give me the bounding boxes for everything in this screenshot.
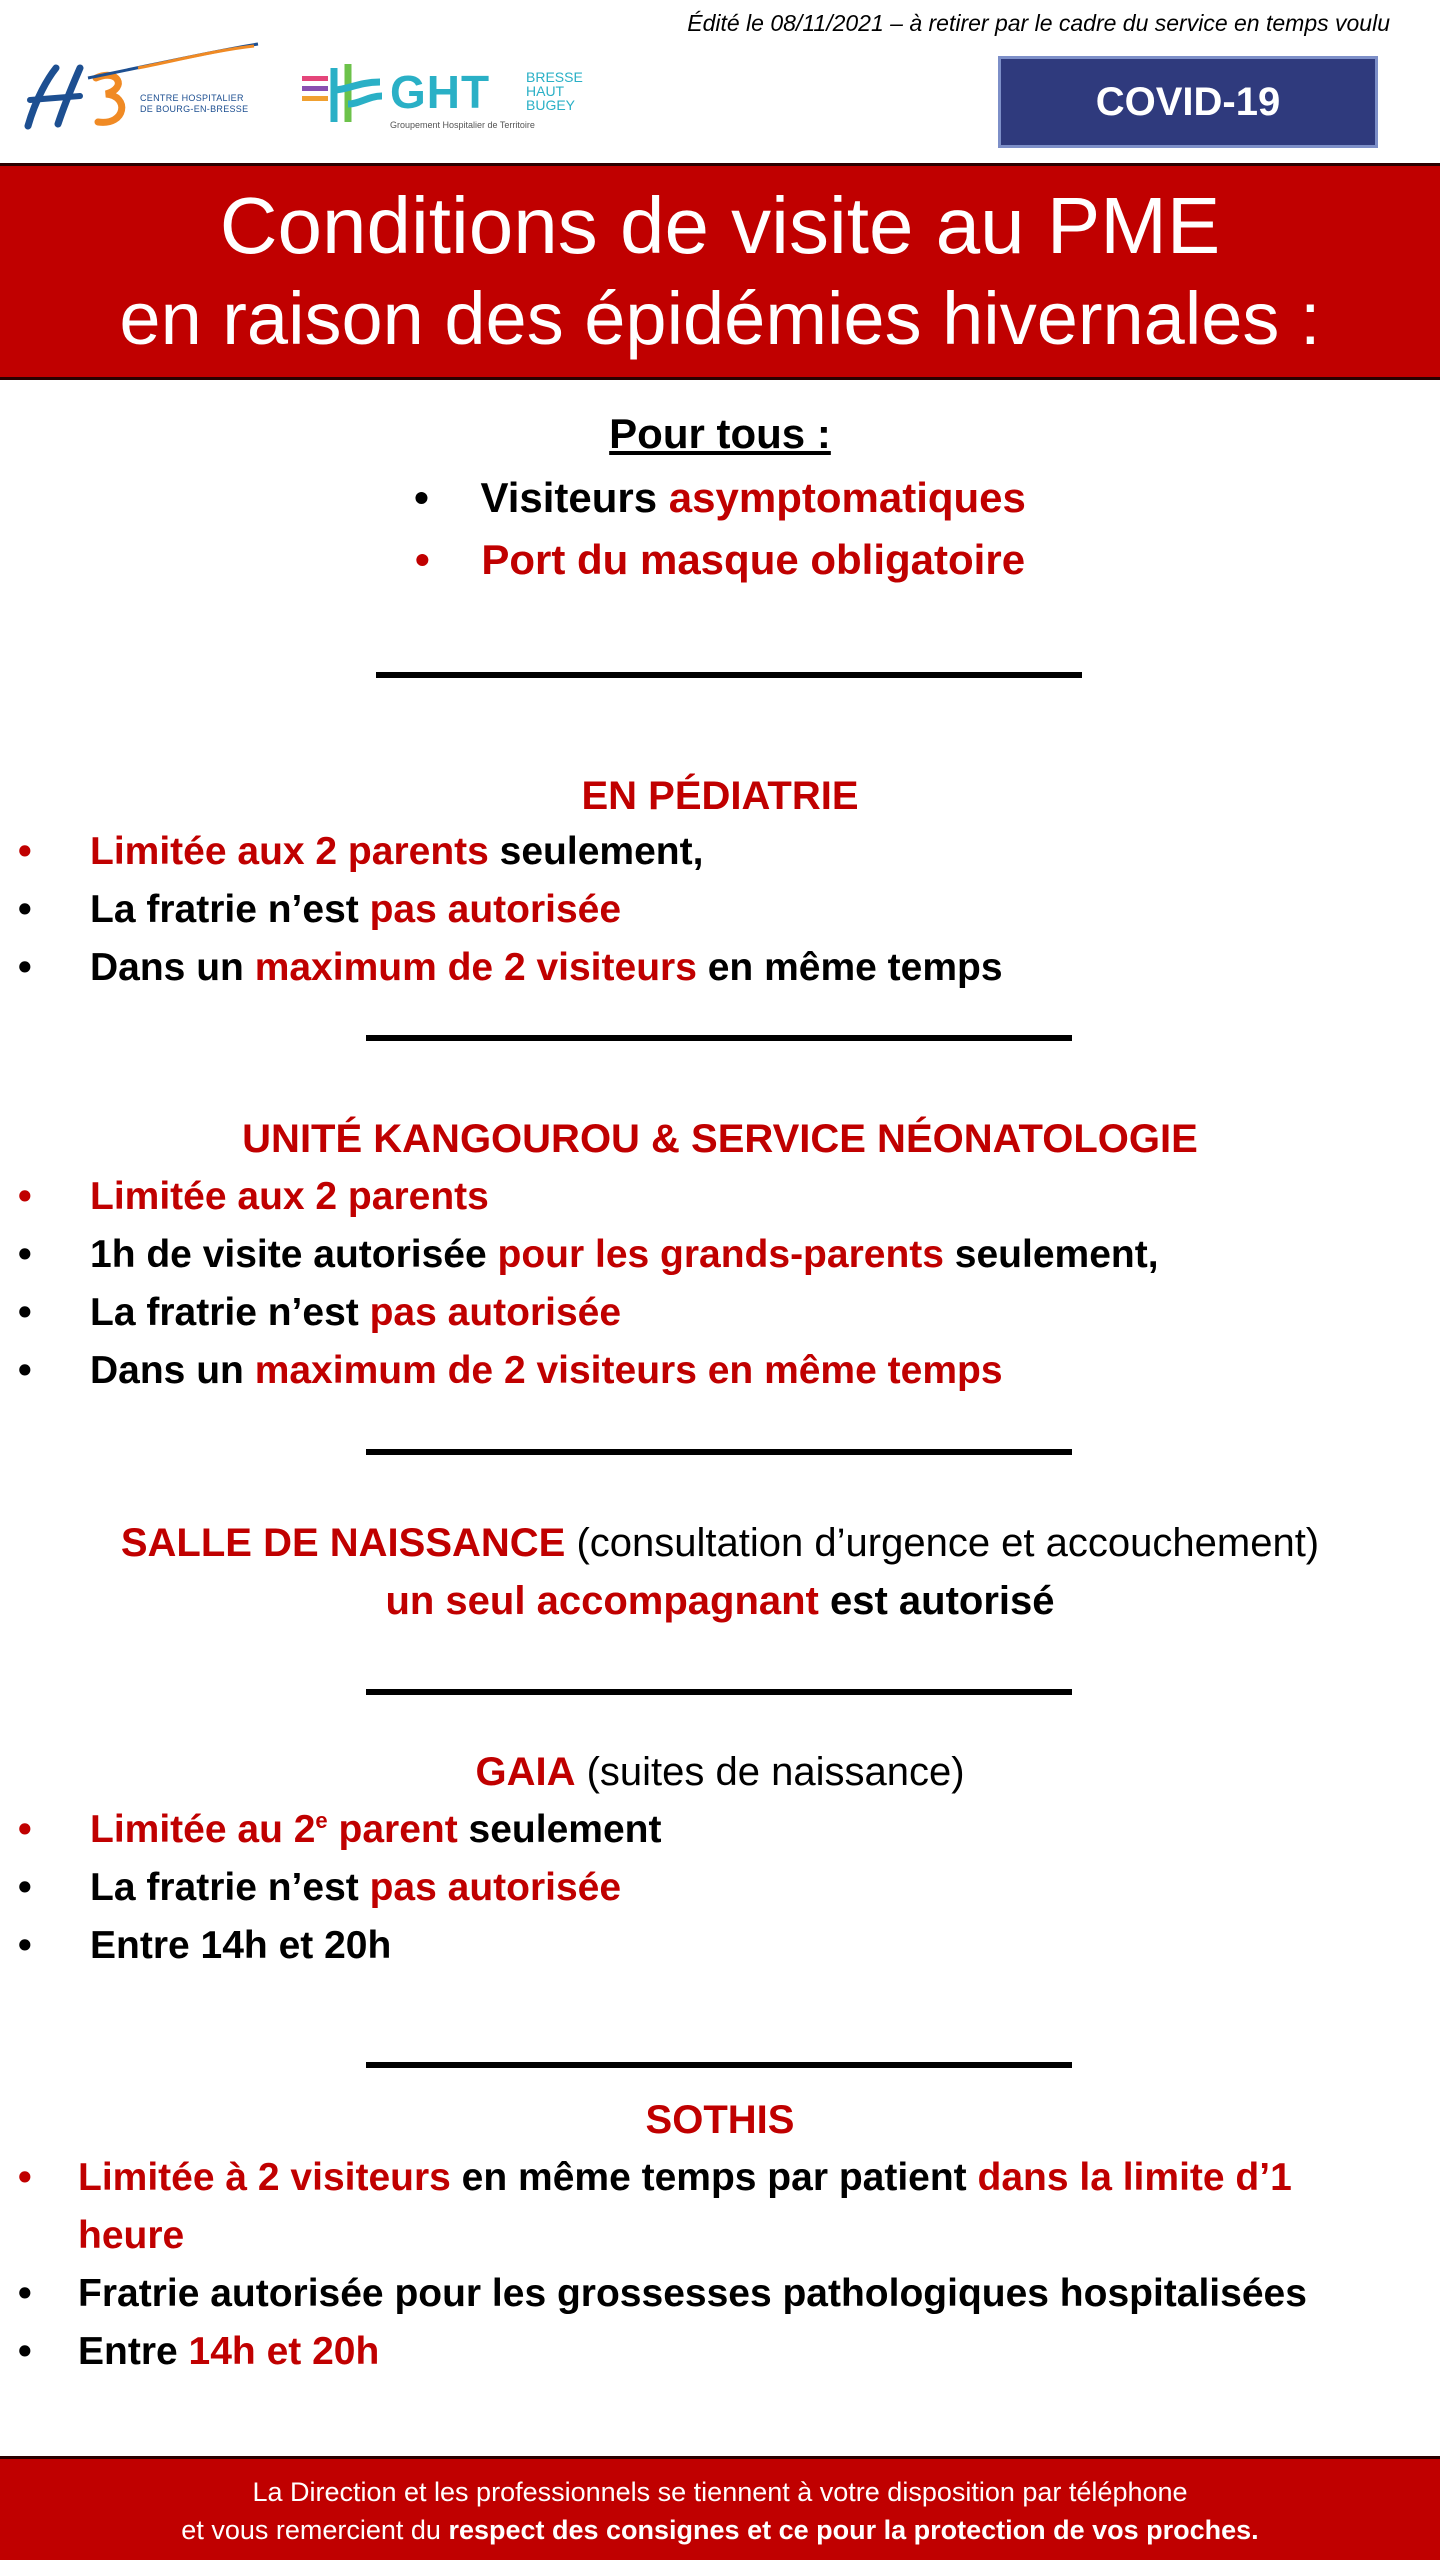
sothis-b1-mid: en même temps par patient <box>450 2156 978 2199</box>
title-line-1: Conditions de visite au PME <box>219 181 1221 270</box>
divider <box>376 672 1082 678</box>
kangourou-b4-red: maximum de 2 visiteurs en même temps <box>254 1349 1003 1392</box>
kangourou-b4-text: Dans un <box>90 1349 255 1392</box>
bullet: • <box>18 1924 32 1967</box>
kangourou-b2-post: seulement, <box>943 1233 1159 1276</box>
divider <box>366 1035 1072 1041</box>
bullet: • <box>18 830 32 873</box>
all-bullet-2 <box>0 536 1440 584</box>
gaia-bullet-3 <box>18 1924 392 1968</box>
divider <box>366 1689 1072 1695</box>
pediatrie-b3-post: en même temps <box>696 946 1003 989</box>
bullet: • <box>18 1291 32 1334</box>
ght-logo-foot: Groupement Hospitalier de Territoire <box>390 120 535 130</box>
sothis-bullet-1-cont: heure <box>78 2214 185 2257</box>
title-banner <box>0 163 1440 380</box>
kangourou-b3-text: La fratrie n’est <box>90 1291 370 1334</box>
ght-logo-sub-2: HAUT <box>526 83 565 99</box>
gaia-b1-post: seulement <box>457 1808 662 1851</box>
ght-logo-sub-1: BRESSE <box>526 69 583 85</box>
kangourou-bullet-1 <box>18 1175 489 1219</box>
kangourou-bullet-4 <box>18 1349 1003 1393</box>
kangourou-bullet-3 <box>18 1291 622 1335</box>
divider <box>366 2062 1072 2068</box>
footer-line2-bold-1: respect des consignes <box>448 2515 740 2545</box>
gaia-heading <box>0 1750 1440 1795</box>
naissance-line2-post: est autorisé <box>818 1579 1055 1623</box>
footer-banner <box>0 2456 1440 2560</box>
gaia-b2-red: pas autorisée <box>369 1866 622 1909</box>
hb-logo-text-2: DE BOURG-EN-BRESSE <box>140 104 249 114</box>
gaia-b3-text: Entre 14h et 20h <box>90 1924 392 1967</box>
ght-logo <box>298 60 583 140</box>
title-line-2: en raison des épidémies hivernales : <box>119 277 1321 360</box>
ght-logo-word: GHT <box>390 66 491 118</box>
bullet: • <box>18 2330 32 2373</box>
ght-logo-mark <box>298 60 388 130</box>
pediatrie-b2-red: pas autorisée <box>369 888 622 931</box>
pediatrie-bullet-3 <box>18 946 1003 990</box>
all-b2-text: Port du masque obligatoire <box>481 536 1026 583</box>
bullet: • <box>18 1808 32 1851</box>
footer-line2-pre: et vous remercient du <box>181 2515 449 2545</box>
naissance-heading <box>0 1521 1440 1566</box>
sothis-b3-red: 14h et 20h <box>188 2330 380 2373</box>
sothis-b3-text: Entre <box>78 2330 189 2373</box>
pediatrie-heading: EN PÉDIATRIE <box>581 774 859 818</box>
kangourou-b2-red: pour les grands-parents <box>497 1233 944 1276</box>
hb-logo-graphic <box>18 38 268 138</box>
sothis-bullet-2 <box>18 2272 1307 2316</box>
sothis-b1-red2: dans la limite d’1 <box>977 2156 1292 2199</box>
hb-logo-text-1: CENTRE HOSPITALIER <box>140 93 244 103</box>
all-b1-red: asymptomatiques <box>668 474 1026 521</box>
divider <box>366 1449 1072 1455</box>
gaia-b1-red-a: Limitée au 2 <box>90 1808 316 1851</box>
bullet: • <box>18 1233 32 1276</box>
pediatrie-b3-red: maximum de 2 visiteurs <box>254 946 697 989</box>
gaia-heading-red: GAIA <box>475 1750 576 1794</box>
gaia-b1-sup: e <box>315 1808 328 1833</box>
gaia-bullet-2 <box>18 1866 622 1910</box>
bullet: • <box>18 2156 32 2199</box>
footer-line-2 <box>0 2511 1440 2549</box>
footer-line-1: La Direction et les professionnels se tiennent à votre disposition par téléphone <box>252 2477 1188 2507</box>
gaia-bullet-1 <box>18 1808 662 1852</box>
kangourou-b3-red: pas autorisée <box>369 1291 622 1334</box>
ght-logo-sub-3: BUGEY <box>526 97 576 113</box>
bullet: • <box>414 474 429 521</box>
hb-logo <box>18 38 268 138</box>
sothis-bullet-3 <box>18 2330 380 2374</box>
sothis-b1-red: Limitée à 2 visiteurs <box>78 2156 451 2199</box>
naissance-line-2 <box>0 1579 1440 1624</box>
gaia-heading-post: (suites de naissance) <box>575 1750 965 1794</box>
all-b1-text: Visiteurs <box>480 474 669 521</box>
pediatrie-b3-text: Dans un <box>90 946 255 989</box>
kangourou-bullet-2 <box>18 1233 1159 1277</box>
naissance-heading-post: (consultation d’urgence et accouchement) <box>565 1521 1320 1565</box>
footer-line2-bold-2: et ce pour la protection de vos proches. <box>739 2515 1259 2545</box>
edited-date-note: Édité le 08/11/2021 – à retirer par le cadre du service en temps voulu <box>687 10 1390 36</box>
bullet: • <box>414 536 430 583</box>
sothis-bullet-1 <box>18 2156 1292 2200</box>
gaia-b1-red-b: parent <box>327 1808 458 1851</box>
covid-badge: COVID-19 <box>998 56 1378 148</box>
pediatrie-b1-text: seulement, <box>488 830 704 873</box>
sothis-b2-text: Fratrie autorisée pour les grossesses pathologiques hospitalisées <box>78 2272 1307 2315</box>
bullet: • <box>18 1175 32 1218</box>
naissance-line2-red: un seul accompagnant <box>385 1579 819 1623</box>
all-heading: Pour tous : <box>609 410 831 457</box>
kangourou-b1-red: Limitée aux 2 parents <box>90 1175 489 1218</box>
pediatrie-bullet-2 <box>18 888 622 932</box>
bullet: • <box>18 946 32 989</box>
bullet: • <box>18 1866 32 1909</box>
kangourou-b2-text: 1h de visite autorisée <box>90 1233 498 1276</box>
all-heading-row <box>0 410 1440 458</box>
bullet: • <box>18 888 32 931</box>
pediatrie-b2-text: La fratrie n’est <box>90 888 370 931</box>
all-bullet-1 <box>0 474 1440 522</box>
pediatrie-b1-red: Limitée aux 2 parents <box>90 830 489 873</box>
sothis-heading: SOTHIS <box>645 2098 795 2142</box>
bullet: • <box>18 1349 32 1392</box>
gaia-b2-text: La fratrie n’est <box>90 1866 370 1909</box>
bullet: • <box>18 2272 32 2315</box>
kangourou-heading: UNITÉ KANGOUROU & SERVICE NÉONATOLOGIE <box>242 1117 1198 1161</box>
naissance-heading-red: SALLE DE NAISSANCE <box>120 1521 566 1565</box>
pediatrie-bullet-1 <box>18 830 704 874</box>
